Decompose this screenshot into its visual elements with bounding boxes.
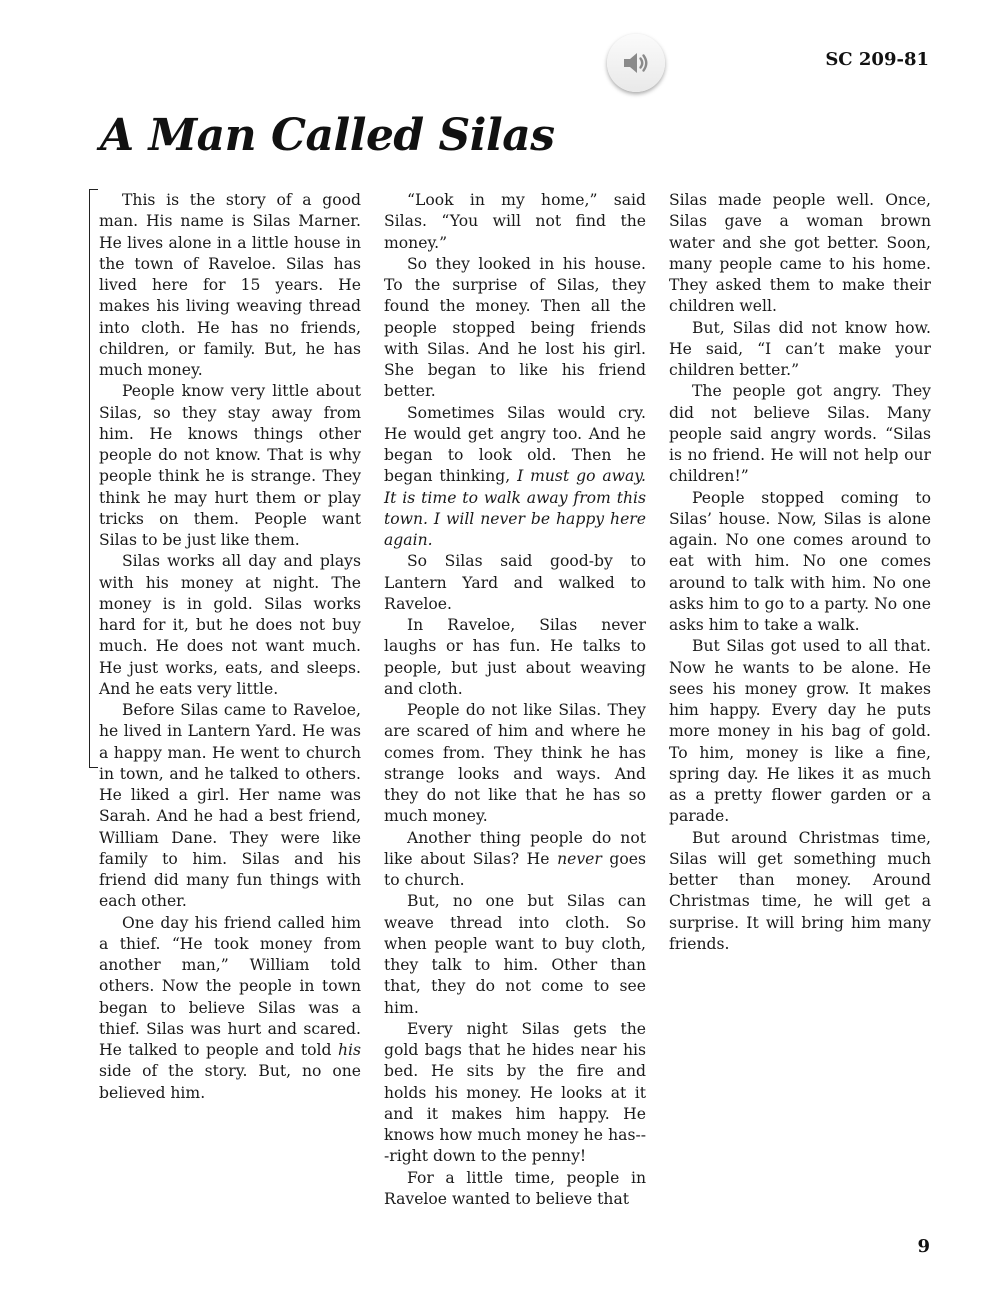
paragraph	[99, 190, 361, 381]
text-run: So they looked in his house. To the surprise of Silas, they found the money. Then all the people stopped being friends with Silas. And he lost his girl. She began to like his friend better.	[384, 254, 646, 401]
paragraph	[669, 636, 931, 827]
text-column-3	[669, 190, 931, 955]
paragraph	[384, 700, 646, 828]
paragraph	[384, 254, 646, 403]
italic-text: never	[557, 849, 602, 868]
audio-play-button[interactable]	[607, 34, 665, 92]
text-run: So Silas said good-by to Lantern Yard and walked to Raveloe.	[384, 552, 646, 613]
paragraph	[669, 381, 931, 487]
selection-bracket	[89, 189, 98, 768]
lesson-code: SC 209-81	[825, 49, 929, 70]
speaker-icon	[621, 49, 651, 77]
text-run: side of the story. But, no one believed him.	[99, 1062, 361, 1102]
text-run: But, no one but Silas can weave thread into cloth. So when people want to buy cloth, they talk to him. Other than that, they do not come to see him.	[384, 892, 646, 1017]
paragraph	[384, 1019, 646, 1168]
text-run: This is the story of a good man. His name is Silas Marner. He lives alone in a little house in the town of Raveloe. Silas has lived here for 15 years. He makes his living weaving thread into cloth. He has no friends, children, or family. But, he has much money.	[99, 191, 361, 379]
text-run: People do not like Silas. They are scared of him and where he comes from. They think he has strange looks and ways. And they do not like that he has so much money.	[384, 701, 646, 826]
paragraph	[99, 913, 361, 1104]
italic-text: I must go away. It is time to walk away from this town. I will never be happy here again.	[384, 467, 646, 549]
paragraph	[384, 828, 646, 892]
paragraph	[669, 318, 931, 382]
text-run: Sometimes Silas would cry. He would get angry too. And he began to look old. Then he began thinking,	[384, 403, 646, 486]
paragraph	[99, 381, 361, 551]
paragraph	[669, 488, 931, 637]
text-run: People stopped coming to Silas’ house. Now, Silas is alone again. No one comes around to eat with him. No one comes around to talk with him. No one asks him to go to a party. No one asks him to take a walk.	[669, 488, 931, 634]
paragraph	[99, 700, 361, 913]
paragraph	[99, 551, 361, 700]
text-run: One day his friend called him a thief. “He took money from another man,” William told others. Now the people in town began to believe Silas was a thief. Silas was hurt and scared. He talked to people and told	[99, 913, 361, 1059]
text-run: Silas made people well. Once, Silas gave a woman brown water and she got better. Soon, many people came to his home. They asked them to make their children well.	[669, 191, 931, 316]
paragraph	[669, 828, 931, 956]
text-run: “Look in my home,” said Silas. “You will not find the money.”	[384, 191, 646, 252]
page-number: 9	[917, 1236, 930, 1257]
text-run: Every night Silas gets the gold bags that he hides near his bed. He sits by the fire and holds his money. He looks at it and it makes him happy. He knows how much money he has---right down to the penny!	[384, 1019, 646, 1166]
text-run: But around Christmas time, Silas will get something much better than money. Around Christmas time, he will get a surprise. It will bring him many friends.	[669, 828, 931, 953]
text-run: People know very little about Silas, so they stay away from him. He knows things other people do not know. That is why people think he is strange. They think he may hurt them or play tricks on them. People want Silas to be just like them.	[99, 382, 361, 549]
paragraph	[384, 615, 646, 700]
text-run: But, Silas did not know how. He said, “I can’t make your children better.”	[669, 318, 931, 379]
text-run: For a little time, people in Raveloe wanted to believe that	[384, 1168, 646, 1208]
paragraph	[384, 551, 646, 615]
text-run: The people got angry. They did not believe Silas. Many people said angry words. “Silas is no friend. He will not help our children!”	[669, 382, 931, 486]
paragraph	[669, 190, 931, 318]
text-run: In Raveloe, Silas never laughs or has fun. He talks to people, but just about weaving and cloth.	[384, 616, 646, 698]
text-run: goes to church.	[384, 849, 646, 889]
paragraph	[384, 403, 646, 552]
text-run: Silas works all day and plays with his money at night. The money is in gold. Silas works hard for it, but he does not buy much. He does not want much. He just works, eats, and sleeps. And he eats very little.	[99, 552, 361, 698]
text-column-1	[99, 190, 361, 1104]
paragraph	[384, 891, 646, 1019]
text-run: Another thing people do not like about Silas? He	[384, 828, 646, 868]
text-run: But Silas got used to all that. Now he wants to be alone. He sees his money grow. It makes him happy. Every day he puts more money in his bag of gold. To him, money is like a fine, spring day. He likes it as much as a pretty flower garden or a parade.	[669, 637, 931, 826]
text-run: Before Silas came to Raveloe, he lived in Lantern Yard. He was a happy man. He went to church in town, and he talked to others. He liked a girl. Her name was Sarah. And he had a best friend, William Dane. They were like family to him. Silas and his friend did many fun things with each other.	[99, 701, 361, 911]
paragraph	[384, 190, 646, 254]
paragraph	[384, 1168, 646, 1211]
italic-text: his	[337, 1041, 361, 1059]
page-title: A Man Called Silas	[100, 110, 555, 161]
text-column-2	[384, 190, 646, 1210]
